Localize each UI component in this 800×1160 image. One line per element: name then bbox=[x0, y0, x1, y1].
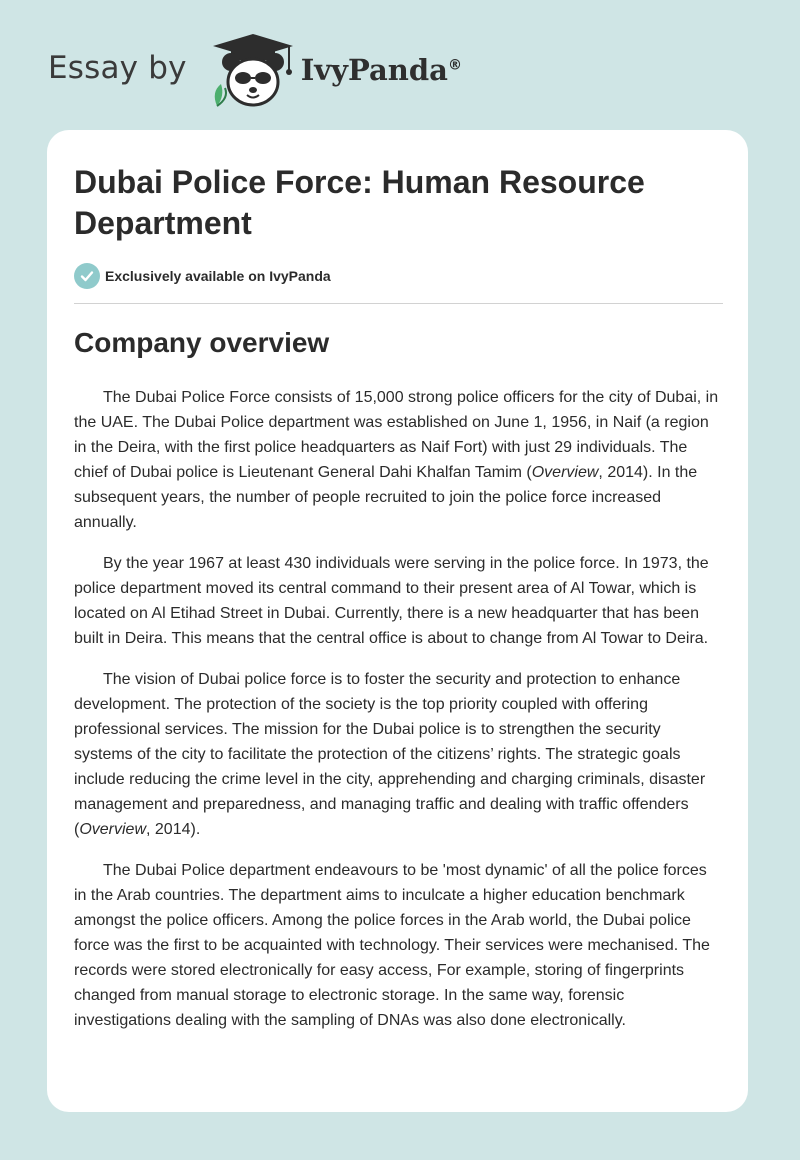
paragraph: The Dubai Police Force consists of 15,000 strong police officers for the city of Dubai, in the UAE. The Dubai Police department was established on June 1, 1956, in Naif (a region in the Deira, with the first police headquarters as Naif Fort) with just 29 individuals. The chief of Dubai police is Lieutenant General Dahi Khalfan Tamim (Overview, 2014). In the subsequent years, the number of people recruited to join the police force increased annually. bbox=[74, 389, 719, 531]
page-title: Dubai Police Force: Human Resource Department bbox=[74, 164, 645, 241]
brand-header bbox=[48, 32, 462, 112]
brand-name[interactable]: IvyPanda® bbox=[300, 53, 462, 87]
panda-logo-icon[interactable] bbox=[203, 32, 295, 112]
paragraph: By the year 1967 at least 430 individuals were serving in the police force. In 1973, the police department moved its central command to their present area of Al Towar, which is located on Al Etihad Street in Dubai. Currently, there is a new headquarter that has been built in Deira. This means that the central office is about to change from Al Towar to Deira. bbox=[74, 555, 709, 647]
paragraph: The vision of Dubai police force is to foster the security and protection to enhance development. The protection of the society is the top priority coupled with offering professional services. The mission for the Dubai police is to strengthen the security systems of the city to facilitate the protection of the citizens’ rights. The strategic goals include reducing the crime level in the city, apprehending and charging criminals, disaster management and preparedness, and managing traffic and dealing with traffic offenders (Overview, 2014). bbox=[74, 671, 706, 838]
article-body bbox=[74, 385, 722, 1049]
divider bbox=[74, 303, 723, 304]
check-circle-icon bbox=[74, 263, 100, 289]
paragraph: The Dubai Police department endeavours to be 'most dynamic' of all the police forces in the Arab countries. The department aims to inculcate a higher education benchmark amongst the police officers. Among the police forces in the Arab world, the Dubai police force was the first to be acquainted with technology. Their services were mechanised. The records were stored electronically for easy access, For example, storing of fingerprints changed from manual storage to electronic storage. In the same way, forensic investigations dealing with the sampling of DNAs was also done electronically. bbox=[74, 862, 710, 1029]
exclusive-badge bbox=[74, 263, 331, 289]
brand-prefix: Essay by bbox=[48, 50, 187, 86]
exclusive-label: Exclusively available on IvyPanda bbox=[105, 268, 331, 284]
section-heading: Company overview bbox=[74, 327, 330, 358]
article-card bbox=[47, 130, 748, 1112]
